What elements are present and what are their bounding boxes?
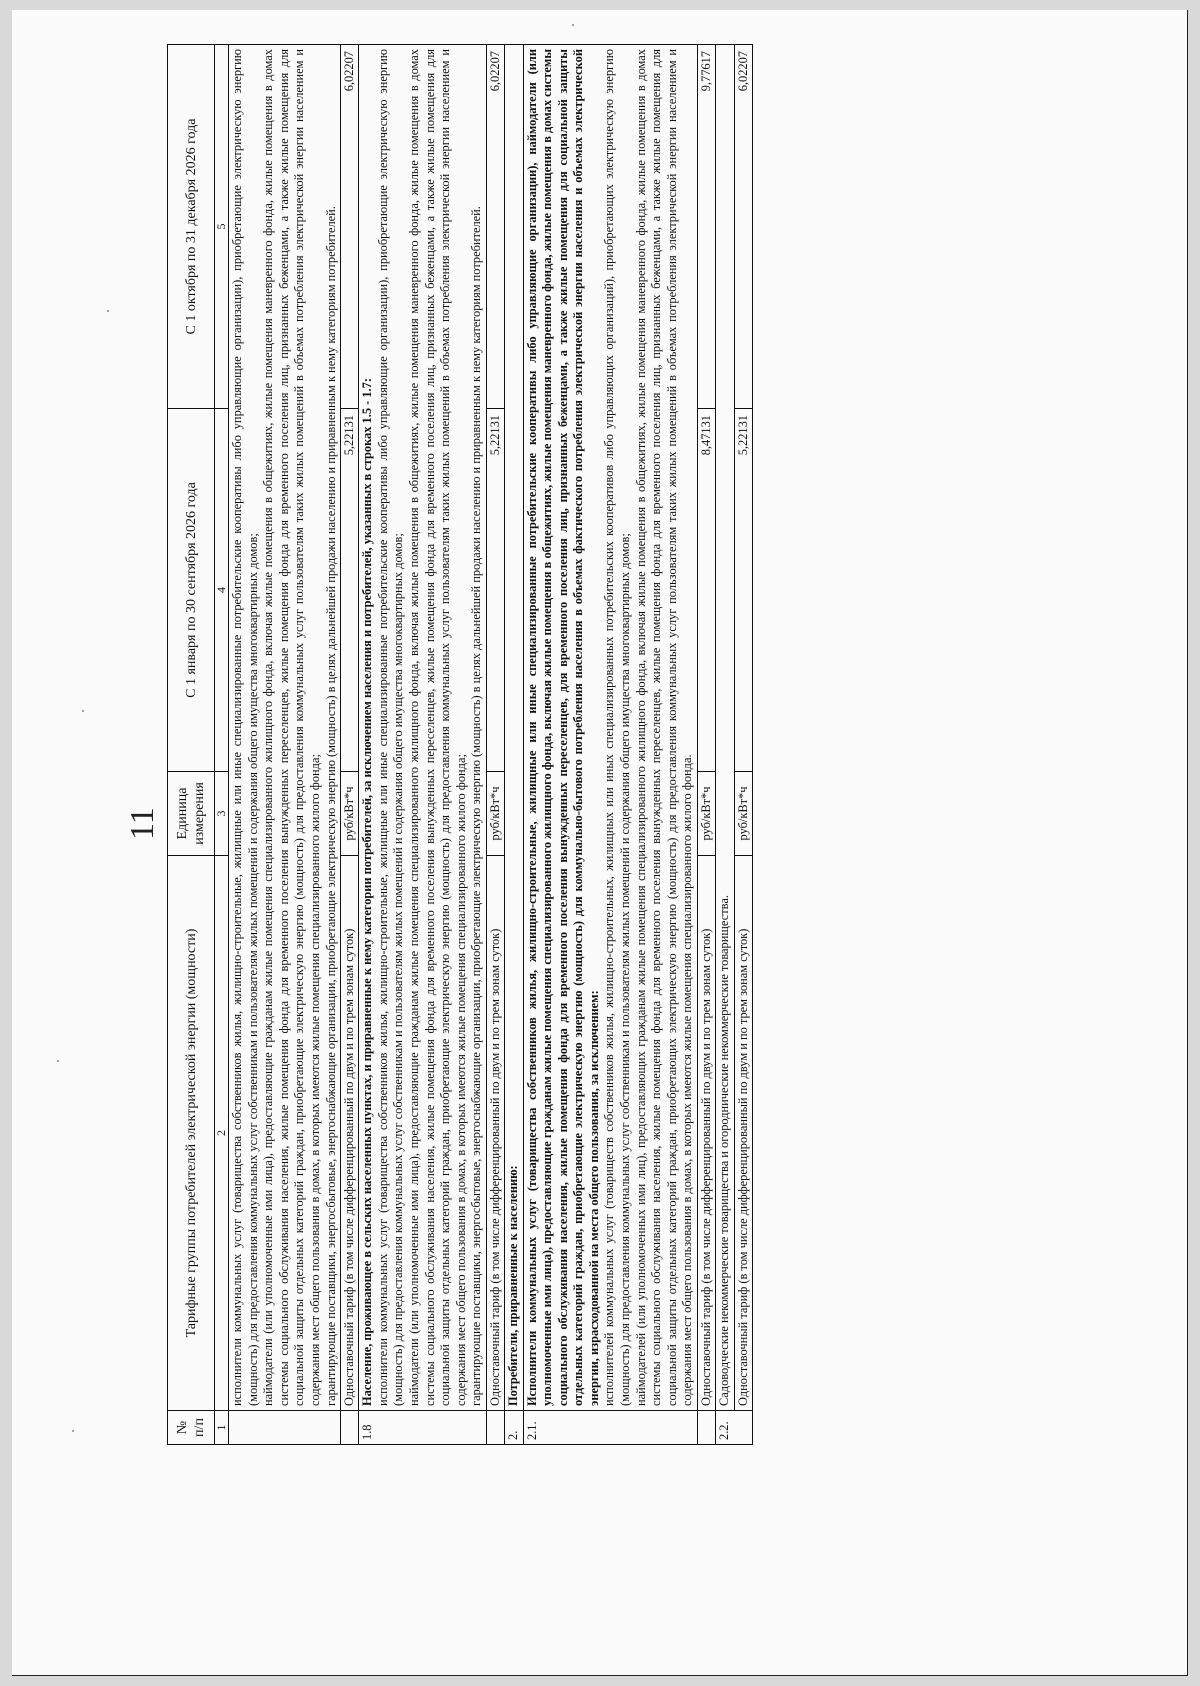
tariff-value-period-2: 6,02207 [734, 45, 752, 409]
row-description [359, 45, 487, 1411]
header-tariff-group: Тарифные группы потребителей электрической энергии (мощности) [168, 856, 215, 1411]
tariff-unit: руб/кВт*ч [341, 772, 359, 856]
table-row [523, 45, 698, 1445]
row-number: 1.8 [359, 1411, 487, 1445]
row-number: 2. [504, 1411, 523, 1445]
tariff-row [486, 45, 504, 1445]
tariff-row [341, 45, 359, 1445]
row-number: 2.2. [716, 1411, 753, 1445]
paragraph: исполнителей коммунальных услуг (товариществ собственников жилья, жилищно-строительных, жилищных или иных специализированных потребительских кооперативов либо управляющих организаций), приобретающих электрическую энергию (мощность) для предоставления коммунальных услуг собственникам и пользователям жилых помещений и содержания общего имущества многоквартирных домов; [602, 49, 633, 1406]
page-number: 11 [124, 807, 161, 840]
table-row [504, 45, 523, 1445]
header-unit: Единица измерения [168, 772, 215, 856]
document-page [12, 10, 1188, 1676]
tariff-value-period-1: 5,22131 [341, 409, 359, 772]
column-numbers-row [215, 45, 229, 1445]
tariff-label: Одноставочный тариф (в том числе дифференцированный по двум и по трем зонам суток) [486, 856, 504, 1411]
table-header-row [168, 45, 215, 1445]
col-number: 5 [215, 45, 229, 409]
row-title: Население, проживающее в сельских населенных пунктах, и приравненные к нему категории потребителей, за исключением населения и потребителей, указанных в строках 1.5 - 1.7: [360, 378, 375, 1406]
tariff-unit: руб/кВт*ч [734, 772, 752, 856]
col-number: 4 [215, 409, 229, 772]
tariff-value-period-2: 9,77617 [698, 45, 716, 409]
tariff-unit: руб/кВт*ч [486, 772, 504, 856]
paragraph: наймодатели (или уполномоченные ими лица), предоставляющие гражданам жилые помещения специализированного жилищного фонда, включая жилые помещения в общежитиях, жилые помещения маневренного фонда, жилые помещения в домах системы социального обслуживания населения, жилые помещения фонда для временного поселения вынужденных переселенцев, жилые помещения фонда для временного поселения лиц, признанных беженцами, а также жилые помещения для социальной защиты отдельных категорий граждан, приобретающие электрическую энергию (мощность) для предоставления коммунальных услуг пользователям таких жилых помещений в объемах потребления электрической энергии населением и содержания мест общего пользования в домах, в которых имеются жилые помещения специализированного жилого фонда; [406, 49, 468, 1406]
tariff-value-period-1: 5,22131 [486, 409, 504, 772]
section-title: Потребители, приравненные к населению: [504, 45, 523, 1411]
tariff-row [698, 45, 716, 1445]
tariff-value-period-1: 5,22131 [734, 409, 752, 772]
tariff-table [167, 44, 753, 1445]
header-number: № п/п [168, 1411, 215, 1445]
tariff-value-period-1: 8,47131 [698, 409, 716, 772]
tariff-value-period-2: 6,02207 [341, 45, 359, 409]
header-period-1: С 1 января по 30 сентября 2026 года [168, 409, 215, 772]
table-row [229, 45, 341, 1445]
col-number: 1 [215, 1411, 229, 1445]
col-number: 3 [215, 772, 229, 856]
row-title: Исполнители коммунальных услуг (товарищества собственников жилья, жилищно-строительные, жилищные или иные специализированные потребительские кооперативы либо управляющие организации), наймодатели (или уполномоченные ими лица), предоставляющие гражданам жилые помещения специализированного жилищного фонда, включая жилые помещения в общежитиях, жилые помещения маневренного фонда, жилые помещения в домах системы социального обслуживания населения, жилые помещения фонда для временного поселения вынужденных переселенцев, для временного поселения лиц, признанных беженцами, а также жилые помещения для социальной защиты отдельных категорий граждан, приобретающие электрическую энергию (мощность) для коммунально-бытового потребления населения в объемах фактического потребления электрической энергии населения и объемах электрической энергии, израсходованной на места общего пользования, за исключением: [524, 49, 601, 1406]
tariff-label: Одноставочный тариф (в том числе дифференцированный по двум и по трем зонам суток) [698, 856, 716, 1411]
header-period-2: С 1 октября по 31 декабря 2026 года [168, 45, 215, 409]
paragraph: гарантирующие поставщики, энергосбытовые, энергоснабжающие организации, приобретающие электрическую энергию (мощность) в целях дальнейшей продажи населению и приравненным к нему категориям потребителей. [469, 206, 484, 1406]
tariff-label: Одноставочный тариф (в том числе дифференцированный по двум и по трем зонам суток) [341, 856, 359, 1411]
tariff-value-period-2: 6,02207 [486, 45, 504, 409]
table-row [359, 45, 487, 1445]
tariff-row [734, 45, 752, 1445]
col-number: 2 [215, 856, 229, 1411]
row-description [523, 45, 698, 1411]
row-number: 2.1. [523, 1411, 698, 1445]
rotated-table-wrapper [167, 45, 1072, 1445]
tariff-label: Одноставочный тариф (в том числе дифференцированный по двум и по трем зонам суток) [734, 856, 752, 1411]
table-row [716, 45, 735, 1445]
row-title: Садоводческие некоммерческие товарищества и огороднические некоммерческие товарищества. [716, 45, 735, 1411]
tariff-unit: руб/кВт*ч [698, 772, 716, 856]
paragraph: наймодателей (или уполномоченных ими лиц), предоставляющих гражданам жилые помещения специализированного жилищного фонда, включая жилые помещения в общежитиях, жилые помещения маневренного фонда, жилые помещения в домах системы социального обслуживания населения, жилые помещения фонда для временного поселения вынужденных переселенцев, жилые помещения фонда для временного поселения лиц, признанных беженцами, а также жилые помещения для социальной защиты отдельных категорий граждан, приобретающих электрическую энергию (мощность) для предоставления коммунальных услуг пользователям таких жилых помещений в объемах потребления электрической энергии населением и содержания мест общего пользования в домах, в которых имеются жилые помещения специализированного жилого фонда. [633, 49, 695, 1406]
row-description [229, 45, 341, 1411]
paragraph: исполнители коммунальных услуг (товарищества собственников жилья, жилищно-строительные, жилищные или иные специализированные потребительские кооперативы либо управляющие организации), приобретающие электрическую энергию (мощность) для предоставления коммунальных услуг собственникам и пользователям жилых помещений и содержания общего имущества многоквартирных домов; [230, 49, 260, 1406]
paragraph: исполнители коммунальных услуг (товарищества собственников жилья, жилищно-строительные, жилищные или иные специализированные потребительские кооперативы либо управляющие организации), приобретающие электрическую энергию (мощность) для предоставления коммунальных услуг собственникам и пользователям жилых помещений и содержания общего имущества многоквартирных домов; [375, 49, 406, 1406]
paragraph: наймодатели (или уполномоченные ими лица), предоставляющие гражданам жилые помещения специализированного жилищного фонда, включая жилые помещения в общежитиях, жилые помещения маневренного фонда, жилые помещения в домах системы социального обслуживания населения, жилые помещения фонда для временного поселения вынужденных переселенцев, жилые помещения фонда для временного поселения лиц, признанных беженцами, а также жилые помещения для социальной защиты отдельных категорий граждан, приобретающие электрическую энергию (мощность) для предоставления коммунальных услуг пользователям таких жилых помещений в объемах потребления электрической энергии населением и содержания мест общего пользования в домах, в которых имеются жилые помещения специализированного жилого фонда; [261, 49, 322, 1406]
paragraph: гарантирующие поставщики, энергосбытовые, энергоснабжающие организации, приобретающие электрическую энергию (мощность) в целях дальнейшей продажи населению и приравненным к нему категориям потребителей. [323, 206, 338, 1406]
